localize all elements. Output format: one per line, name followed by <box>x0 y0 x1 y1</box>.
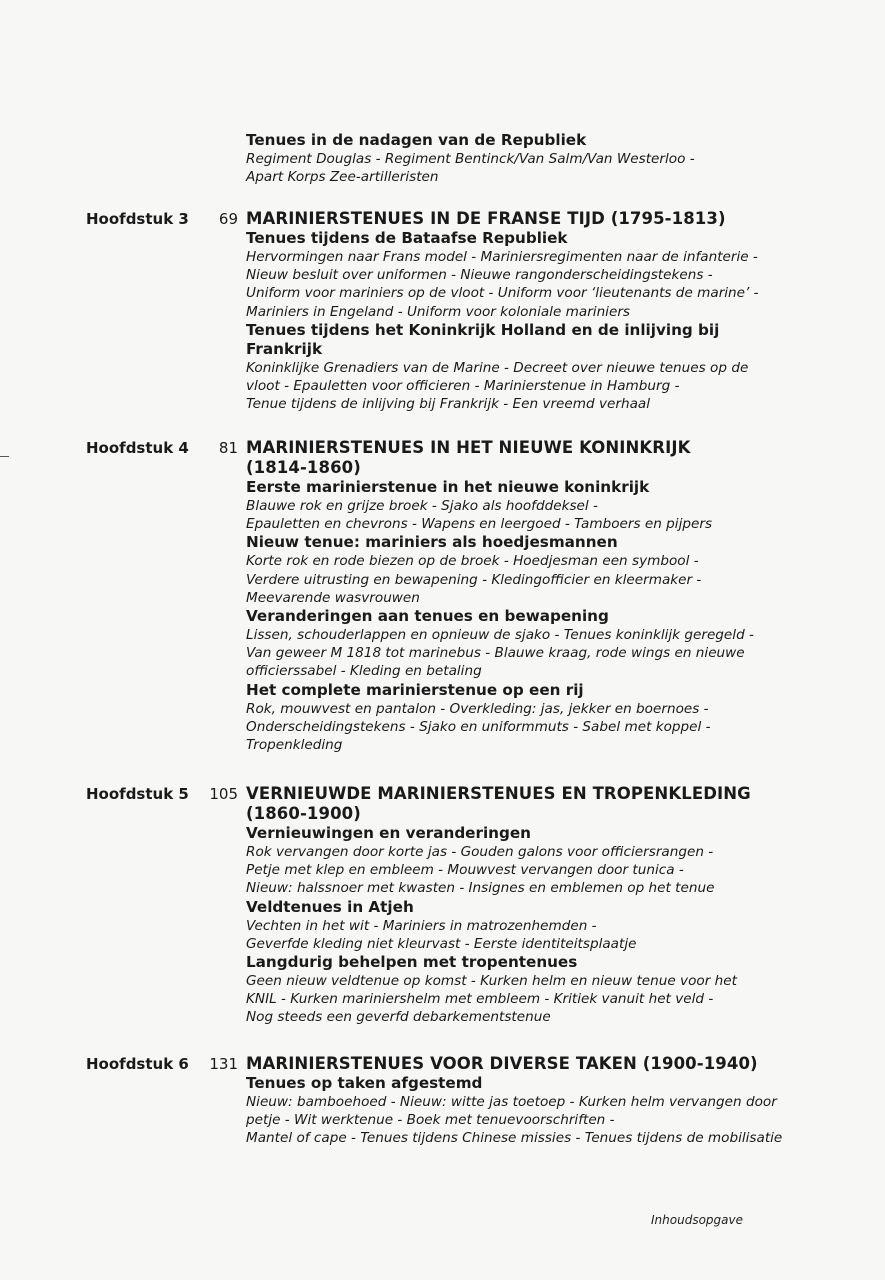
chapter-body <box>246 1054 812 1148</box>
margin-mark <box>0 456 9 457</box>
section-lines <box>246 917 812 953</box>
topic-line: Verdere uitrusting en bewapening - Kledingofficier en kleermaker - <box>246 571 702 588</box>
topic-line: Tenue tijdens de inlijving bij Frankrijk - Een vreemd verhaal <box>246 396 651 413</box>
section-lines <box>246 150 826 186</box>
topic-line: Geverfde kleding niet kleurvast - Eerste identiteitsplaatje <box>246 935 637 952</box>
chapter-title: (1860-1900) <box>246 804 361 823</box>
section-lines <box>246 1093 812 1148</box>
topic-line: Mantel of cape - Tenues tijdens Chinese missies - Tenues tijdens de mobilisatie <box>246 1130 783 1147</box>
section-lines <box>246 248 812 321</box>
chapter-label: Hoofdstuk 4 <box>86 439 189 457</box>
section-heading: Tenues tijdens de Bataafse Republiek <box>246 229 568 247</box>
topic-line: Regiment Douglas - Regiment Bentinck/Van Salm/Van Westerloo - <box>246 151 695 167</box>
section-lines <box>246 700 812 755</box>
topic-line: Apart Korps Zee-artilleristen <box>246 169 439 186</box>
topic-line: Hervormingen naar Frans model - Mariniersregimenten naar de infanterie - <box>246 249 758 265</box>
chapter-body <box>246 209 812 413</box>
section-heading: Veranderingen aan tenues en bewapening <box>246 607 609 626</box>
chapter-body <box>246 784 812 1027</box>
section-heading: Het complete marinierstenue op een rij <box>246 680 584 699</box>
topic-line: Koninklijke Grenadiers van de Marine - Decreet over nieuwe tenues op de <box>246 359 749 376</box>
topic-line: Mariniers in Engeland - Uniform voor koloniale mariniers <box>246 303 630 320</box>
chapter-title: MARINIERSTENUES IN HET NIEUWE KONINKRIJK <box>246 438 691 457</box>
section-heading: Tenues in de nadagen van de Republiek <box>246 131 587 149</box>
topic-line: Nieuw: bamboehoed - Nieuw: witte jas toetoep - Kurken helm vervangen door <box>246 1094 777 1110</box>
topic-line: officierssabel - Kleding en betaling <box>246 663 482 680</box>
topic-line: Korte rok en rode biezen op de broek - Hoedjesman een symbool - <box>246 553 699 570</box>
chapter-page-number: 105 <box>209 785 238 803</box>
topic-line: Nieuw besluit over uniformen - Nieuwe rangonderscheidingstekens - <box>246 267 713 284</box>
chapter-title: MARINIERSTENUES VOOR DIVERSE TAKEN (1900-1940) <box>246 1054 758 1073</box>
section-heading: Tenues op taken afgestemd <box>246 1074 483 1092</box>
section-lines <box>246 552 812 607</box>
chapter-title: MARINIERSTENUES IN DE FRANSE TIJD (1795-1813) <box>246 209 726 228</box>
topic-line: Meevarende wasvrouwen <box>246 589 420 606</box>
chapter-page-number: 81 <box>218 439 238 457</box>
section-heading: Langdurig behelpen met tropentenues <box>246 953 578 972</box>
topic-line: Tropenkleding <box>246 737 343 754</box>
section-heading: Tenues tijdens het Koninkrijk Holland en de inlijving bij <box>246 320 720 339</box>
chapter-label: Hoofdstuk 6 <box>86 1055 189 1073</box>
section-lines <box>246 497 812 533</box>
chapter-page-number: 131 <box>209 1055 238 1073</box>
topic-line: Geen nieuw veldtenue op komst - Kurken helm en nieuw tenue voor het <box>246 973 737 990</box>
chapter-page-number: 69 <box>218 210 238 228</box>
chapter-label: Hoofdstuk 5 <box>86 785 189 803</box>
section-heading: Vernieuwingen en veranderingen <box>246 824 531 842</box>
topic-line: Nieuw: halssnoer met kwasten - Insignes en emblemen op het tenue <box>246 880 715 897</box>
topic-line: Blauwe rok en grijze broek - Sjako als hoofddeksel - <box>246 498 598 514</box>
chapter-title: (1814-1860) <box>246 458 361 477</box>
section-lines <box>246 359 812 414</box>
section-lines <box>246 972 812 1027</box>
topic-line: Petje met klep en embleem - Mouwvest vervangen door tunica - <box>246 862 684 879</box>
topic-line: Nog steeds een geverfd debarkementstenue <box>246 1009 551 1026</box>
chapter-title: VERNIEUWDE MARINIERSTENUES EN TROPENKLEDING <box>246 784 751 803</box>
topic-line: Uniform voor mariniers op de vloot - Uniform voor ‘lieutenants de marine’ - <box>246 285 759 302</box>
section-lines <box>246 843 812 898</box>
chapter-label: Hoofdstuk 3 <box>86 210 189 228</box>
topic-line: KNIL - Kurken mariniershelm met embleem - Kritiek vanuit het veld - <box>246 991 714 1008</box>
topic-line: Onderscheidingstekens - Sjako en uniformmuts - Sabel met koppel - <box>246 718 711 735</box>
running-footer: Inhoudsopgave <box>651 1213 743 1227</box>
intro-section <box>246 131 826 186</box>
topic-line: Lissen, schouderlappen en opnieuw de sjako - Tenues koninklijk geregeld - <box>246 627 754 644</box>
topic-line: Van geweer M 1818 tot marinebus - Blauwe kraag, rode wings en nieuwe <box>246 645 745 662</box>
section-lines <box>246 626 812 681</box>
section-heading: Veldtenues in Atjeh <box>246 897 414 916</box>
topic-line: Rok, mouwvest en pantalon - Overkleding: jas, jekker en boernoes - <box>246 700 709 717</box>
topic-line: Vechten in het wit - Mariniers in matrozenhemden - <box>246 917 597 934</box>
topic-line: Rok vervangen door korte jas - Gouden galons voor officiersrangen - <box>246 844 714 860</box>
topic-line: Epauletten en chevrons - Wapens en leergoed - Tamboers en pijpers <box>246 516 713 533</box>
section-heading: Eerste marinierstenue in het nieuwe koninkrijk <box>246 478 650 496</box>
topic-line: vloot - Epauletten voor officieren - Marinierstenue in Hamburg - <box>246 378 680 395</box>
chapter-body <box>246 438 812 754</box>
topic-line: petje - Wit werktenue - Boek met tenuevoorschriften - <box>246 1112 615 1129</box>
section-heading: Frankrijk <box>246 339 323 358</box>
section-heading: Nieuw tenue: mariniers als hoedjesmannen <box>246 533 618 552</box>
